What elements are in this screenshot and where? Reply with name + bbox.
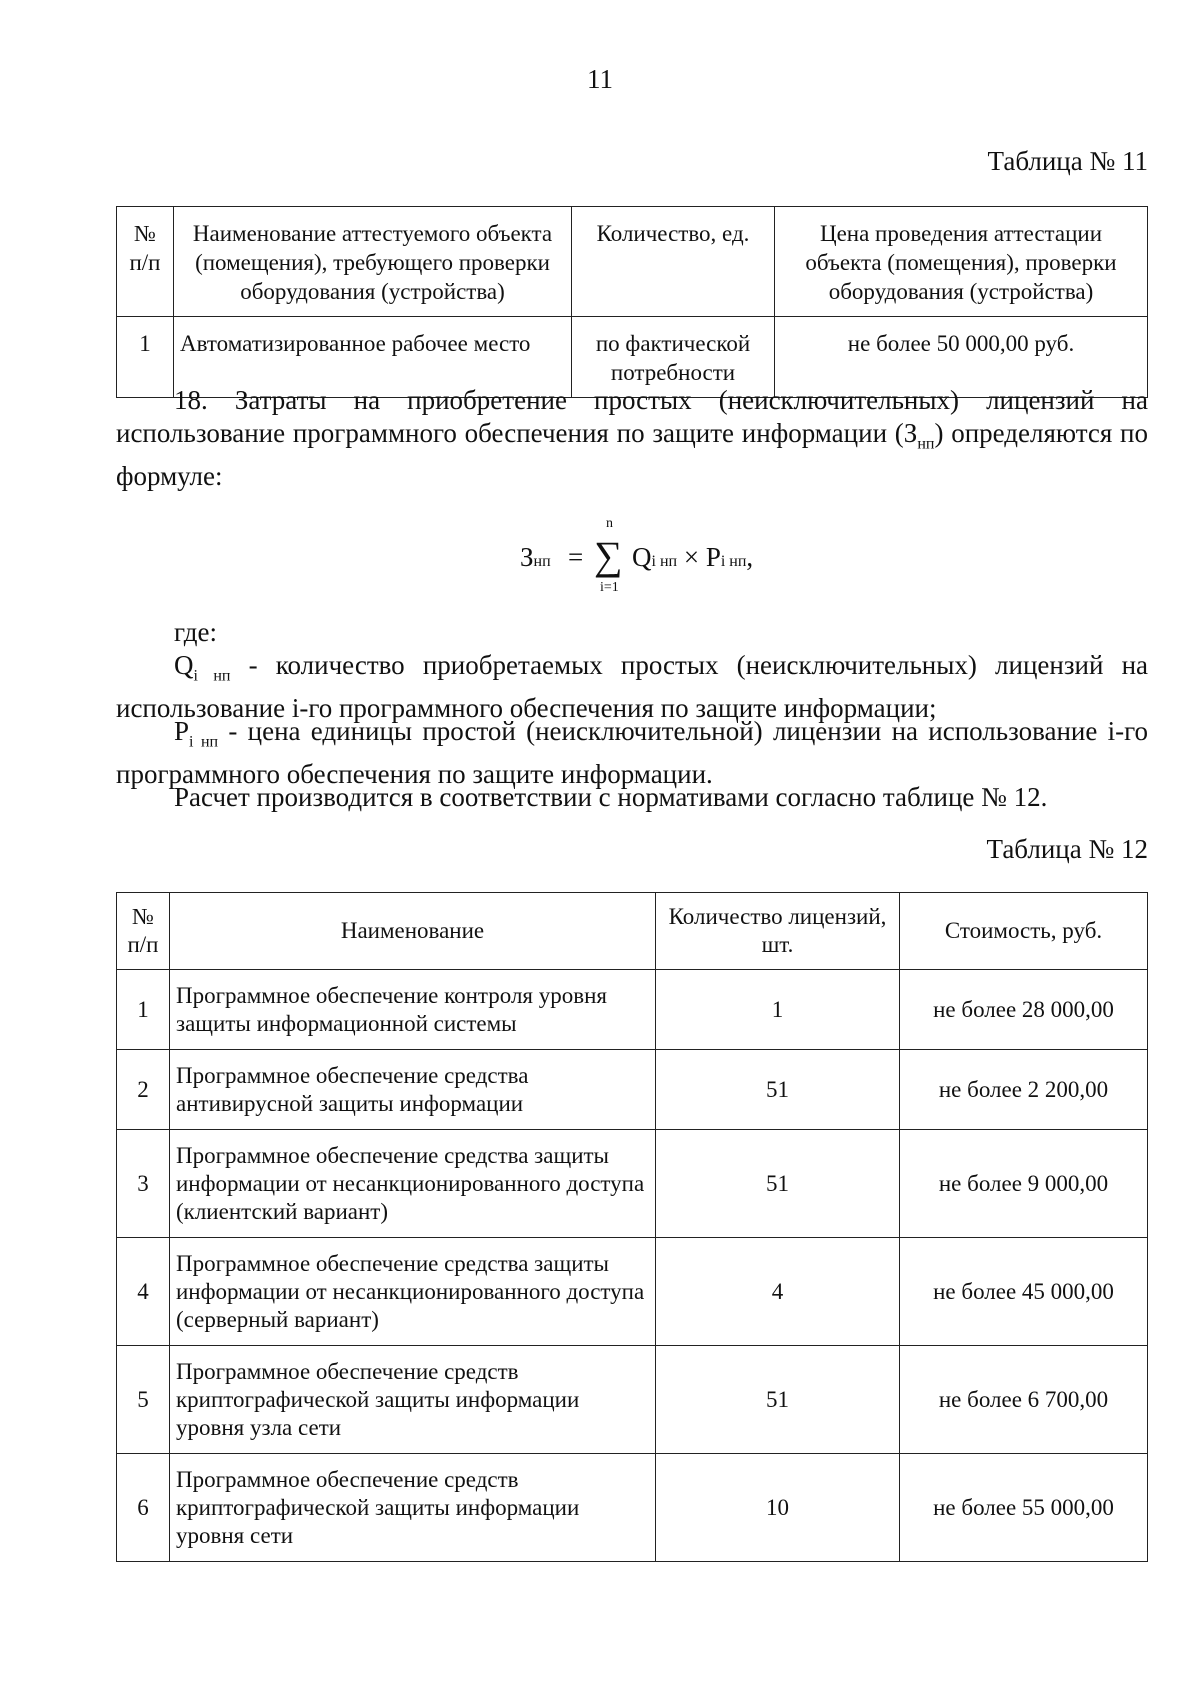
table-row bbox=[117, 1050, 1148, 1130]
table-row bbox=[117, 1130, 1148, 1238]
cell-name: Программное обеспечение средств криптографической защиты информации уровня узла сети bbox=[170, 1346, 656, 1454]
header-price: Цена проведения аттестации объекта (помещения), проверки оборудования (устройства) bbox=[775, 207, 1148, 317]
page-number: 11 bbox=[587, 64, 613, 94]
intro-end: ) определяются по формуле: bbox=[116, 418, 1148, 492]
cell-license-count: 51 bbox=[656, 1050, 900, 1130]
cell-cost: не более 28 000,00 bbox=[900, 970, 1148, 1050]
cell-cost: не более 45 000,00 bbox=[900, 1238, 1148, 1346]
table-11-label: Таблица № 11 bbox=[987, 146, 1148, 176]
header-license-count: Количество лицензий, шт. bbox=[656, 893, 900, 970]
table-11 bbox=[116, 206, 1148, 398]
cell-number: 5 bbox=[117, 1346, 170, 1454]
header-number: № п/п bbox=[117, 893, 170, 970]
formula-lhs: Знп bbox=[520, 542, 551, 572]
p-definition: $P_{i нп}$ - цена единицы простой (неисключительной) лицензии на использование i-го программного обеспечения по защите информации. bbox=[116, 716, 1149, 790]
formula-sigma: ∑ bbox=[594, 533, 623, 578]
cell-license-count: 4 bbox=[656, 1238, 900, 1346]
table-row bbox=[117, 970, 1148, 1050]
calculation-note: Расчет производится в соответствии с нормативами согласно таблице № 12. bbox=[174, 782, 1048, 812]
cell-license-count: 1 bbox=[656, 970, 900, 1050]
cell-quantity: по фактической потребности bbox=[572, 317, 775, 398]
intro-subscript: нп bbox=[917, 435, 935, 453]
table-12 bbox=[116, 892, 1148, 1562]
cell-number: 1 bbox=[117, 970, 170, 1050]
table-row bbox=[117, 1238, 1148, 1346]
cell-license-count: 51 bbox=[656, 1130, 900, 1238]
intro-text: 18. Затраты на приобретение простых (неисключительных) лицензий на использование программного обеспечения по защите информации (З bbox=[116, 385, 1148, 448]
cell-name: Программное обеспечение средства защиты информации от несанкционированного доступа (клиентский вариант) bbox=[170, 1130, 656, 1238]
formula-sigma-top: n bbox=[606, 516, 613, 531]
table-row bbox=[117, 1454, 1148, 1562]
cell-price: не более 50 000,00 руб. bbox=[775, 317, 1148, 398]
cell-cost: не более 9 000,00 bbox=[900, 1130, 1148, 1238]
formula-sigma-bottom: i=1 bbox=[600, 580, 619, 595]
header-quantity: Количество, ед. bbox=[572, 207, 775, 317]
cell-name: Программное обеспечение средств криптографической защиты информации уровня сети bbox=[170, 1454, 656, 1562]
cell-number: 1 bbox=[117, 317, 174, 398]
cell-cost: не более 2 200,00 bbox=[900, 1050, 1148, 1130]
cell-license-count: 10 bbox=[656, 1454, 900, 1562]
header-object-name: Наименование аттестуемого объекта (помещения), требующего проверки оборудования (устройства) bbox=[174, 207, 572, 317]
formula-equals: = bbox=[568, 542, 584, 572]
cell-number: 4 bbox=[117, 1238, 170, 1346]
formula-rhs: Qi нп × Pi нп, bbox=[632, 542, 754, 572]
q-definition: $Q_{i нп}$ - количество приобретаемых простых (неисключительных) лицензий на использование i-го программного обеспечения по защите информации; bbox=[116, 650, 1148, 724]
header-cost: Стоимость, руб. bbox=[900, 893, 1148, 970]
table-row bbox=[117, 1346, 1148, 1454]
cell-cost: не более 6 700,00 bbox=[900, 1346, 1148, 1454]
cell-name: Программное обеспечение средства антивирусной защиты информации bbox=[170, 1050, 656, 1130]
table-header-row bbox=[117, 207, 1148, 317]
cell-cost: не более 55 000,00 bbox=[900, 1454, 1148, 1562]
cell-name: Программное обеспечение средства защиты информации от несанкционированного доступа (серверный вариант) bbox=[170, 1238, 656, 1346]
cell-number: 3 bbox=[117, 1130, 170, 1238]
section-18-intro bbox=[116, 384, 1148, 493]
table-header-row bbox=[117, 893, 1148, 970]
cell-number: 2 bbox=[117, 1050, 170, 1130]
cell-object-name: Автоматизированное рабочее место bbox=[174, 317, 572, 398]
where-label: где: bbox=[174, 617, 217, 647]
table-12-label: Таблица № 12 bbox=[986, 834, 1148, 864]
header-number: № п/п bbox=[117, 207, 174, 317]
header-name: Наименование bbox=[170, 893, 656, 970]
cell-name: Программное обеспечение контроля уровня защиты информационной системы bbox=[170, 970, 656, 1050]
formula bbox=[520, 516, 780, 595]
cell-number: 6 bbox=[117, 1454, 170, 1562]
cell-license-count: 51 bbox=[656, 1346, 900, 1454]
